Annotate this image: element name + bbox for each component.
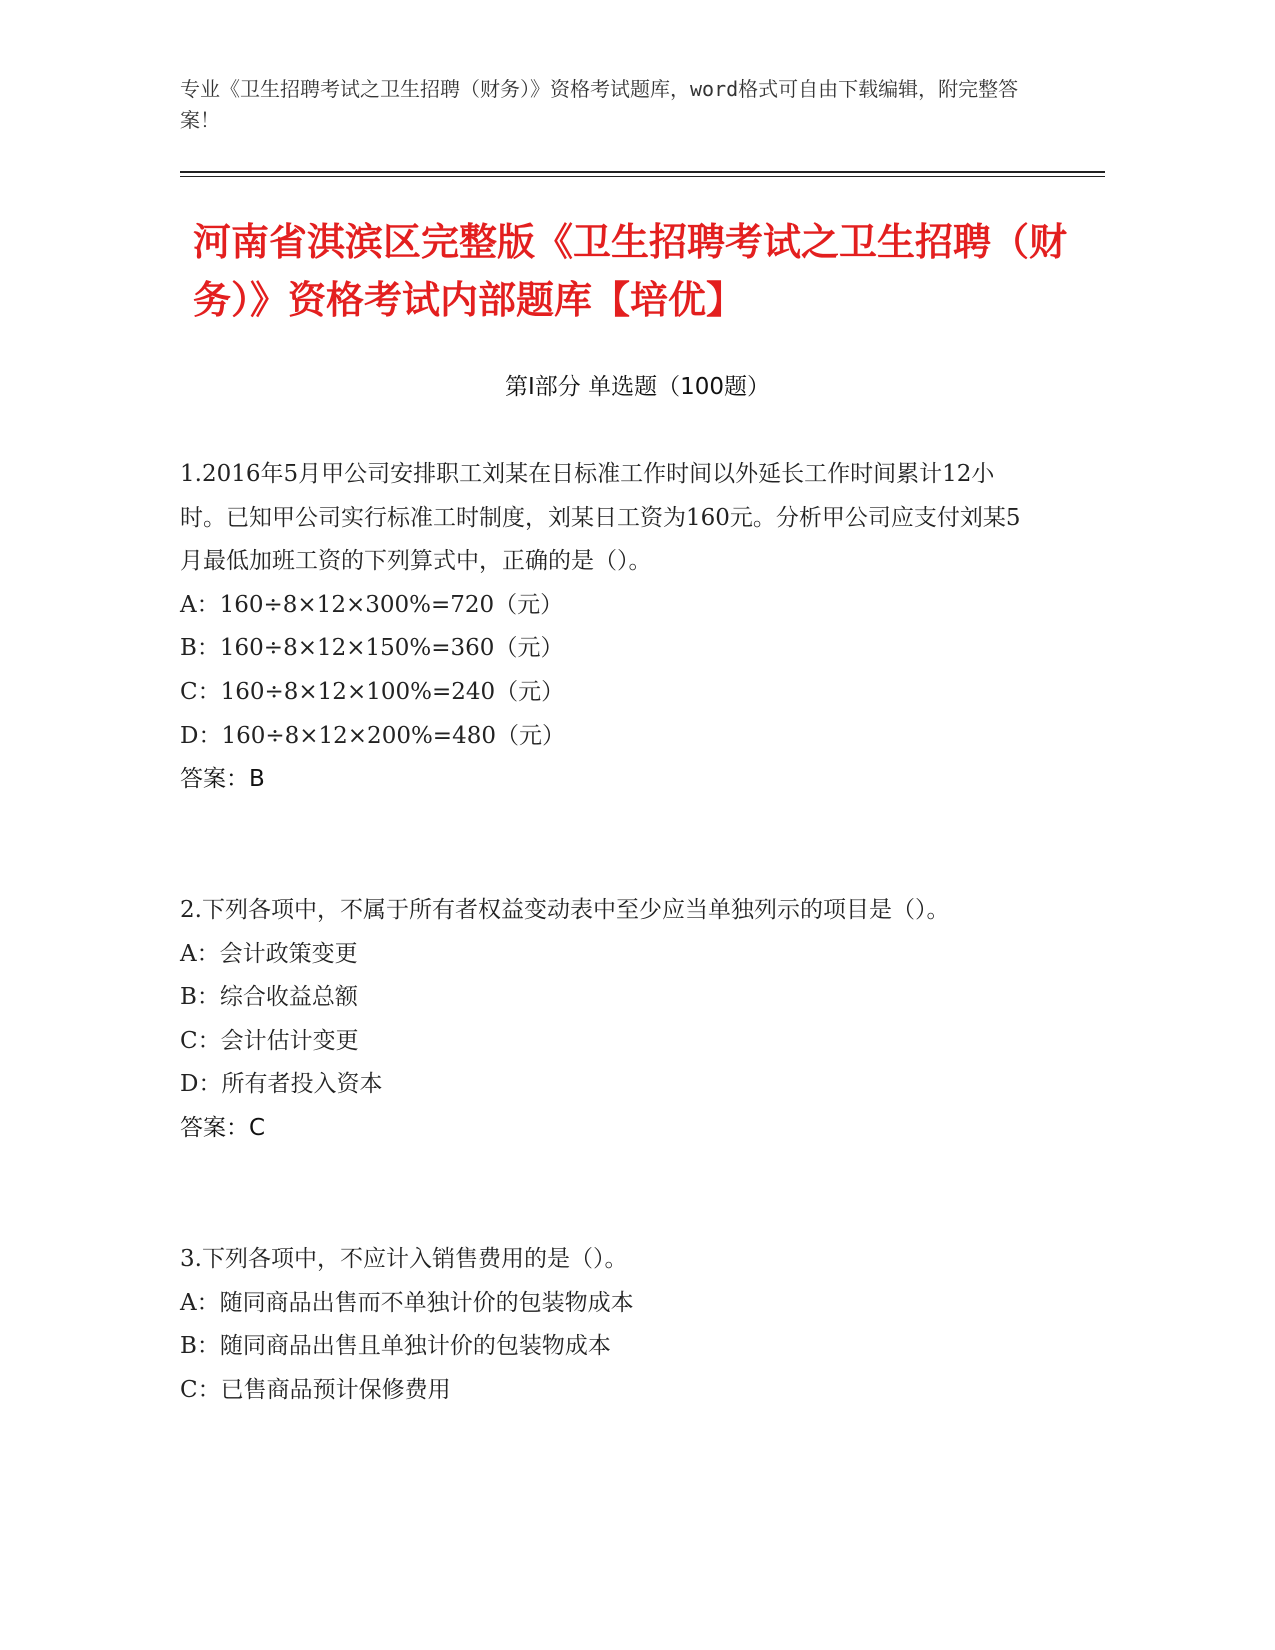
question-1-stem: 1.2016年5月甲公司安排职工刘某在日标准工作时间以外延长工作时间累计12小时。已知甲公司实行标准工时制度，刘某日工资为160元。分析甲公司应支付刘某5月最低加班工资的下列算式中，正确的是（）。	[180, 461, 1021, 575]
question-2-stem: 2.下列各项中，不属于所有者权益变动表中至少应当单独列示的项目是（）。	[180, 897, 950, 923]
question-1-option-a: A：160÷8×12×300%=720（元）	[180, 591, 564, 618]
section-title: 第Ⅰ部分 单选题（100题）	[505, 374, 770, 400]
question-2-option-a: A：会计政策变更	[180, 940, 358, 967]
question-1-option-c: C：160÷8×12×100%=240（元）	[180, 678, 565, 705]
question-3-option-c: C：已售商品预计保修费用	[180, 1376, 451, 1403]
question-1-option-b: B：160÷8×12×150%=360（元）	[180, 635, 564, 662]
header-divider-thick	[180, 171, 1105, 173]
question-3-stem: 3.下列各项中，不应计入销售费用的是（）。	[180, 1246, 628, 1272]
header-note: 专业《卫生招聘考试之卫生招聘（财务）》资格考试题库，word格式可自由下载编辑，附完整答案！	[180, 77, 1019, 132]
question-3-option-a: A：随同商品出售而不单独计价的包装物成本	[180, 1289, 634, 1316]
question-3	[180, 1238, 1040, 1412]
header-divider-thin	[180, 176, 1105, 177]
question-2-answer: 答案：C	[180, 1114, 266, 1141]
question-2-option-d: D：所有者投入资本	[180, 1071, 383, 1098]
question-1	[180, 453, 1040, 802]
question-1-option-d: D：160÷8×12×200%=480（元）	[180, 722, 565, 749]
question-2-option-b: B：综合收益总额	[180, 984, 358, 1011]
question-2	[180, 889, 1040, 1151]
question-1-answer: 答案：B	[180, 766, 265, 793]
document-title: 河南省淇滨区完整版《卫生招聘考试之卫生招聘（财务）》资格考试内部题库【培优】	[193, 220, 1068, 322]
question-2-option-c: C：会计估计变更	[180, 1027, 359, 1054]
question-3-option-b: B：随同商品出售且单独计价的包装物成本	[180, 1333, 611, 1360]
